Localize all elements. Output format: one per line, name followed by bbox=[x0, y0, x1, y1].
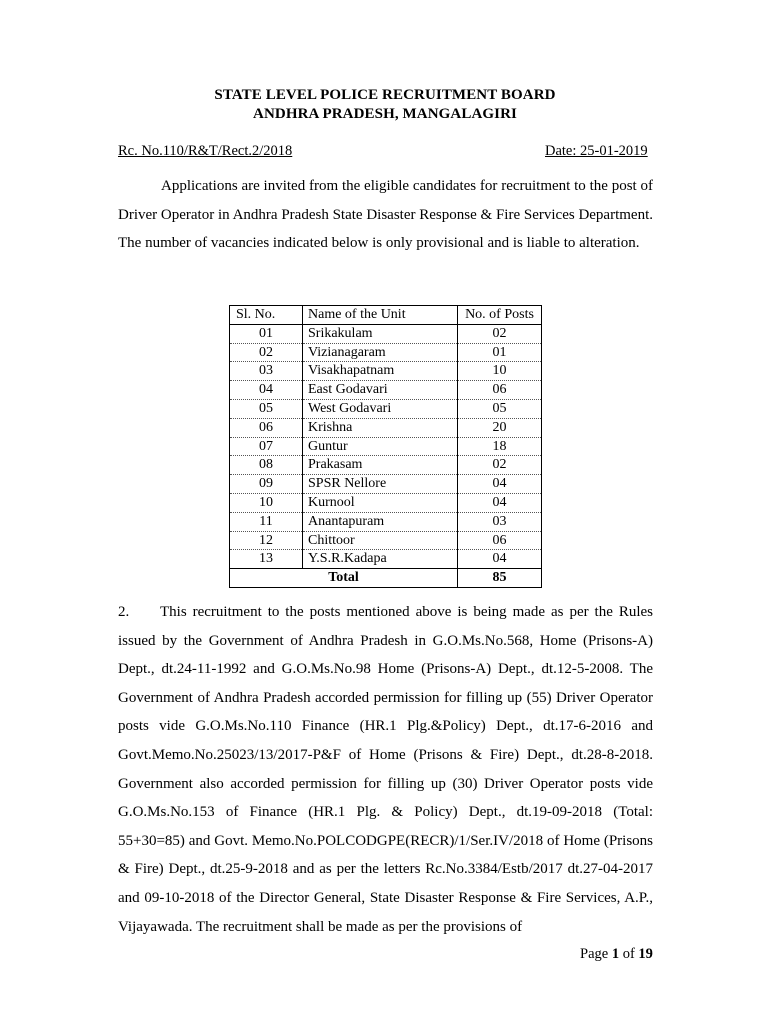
cell-sl-no: 05 bbox=[230, 399, 303, 418]
cell-posts: 04 bbox=[458, 493, 542, 512]
cell-posts: 06 bbox=[458, 531, 542, 550]
cell-posts: 18 bbox=[458, 437, 542, 456]
total-value: 85 bbox=[458, 569, 542, 588]
cell-posts: 10 bbox=[458, 362, 542, 381]
table-row bbox=[230, 418, 542, 437]
total-page-count: 19 bbox=[638, 946, 653, 962]
cell-posts: 01 bbox=[458, 343, 542, 362]
cell-sl-no: 06 bbox=[230, 418, 303, 437]
header-unit-name: Name of the Unit bbox=[303, 306, 458, 325]
board-title: STATE LEVEL POLICE RECRUITMENT BOARD bbox=[214, 87, 556, 103]
cell-posts: 04 bbox=[458, 475, 542, 494]
table-row bbox=[230, 324, 542, 343]
cell-unit-name: East Godavari bbox=[303, 381, 458, 400]
cell-unit-name: Vizianagaram bbox=[303, 343, 458, 362]
table-header-row bbox=[230, 306, 542, 325]
table-row bbox=[230, 399, 542, 418]
cell-sl-no: 02 bbox=[230, 343, 303, 362]
intro-paragraph: Applications are invited from the eligible candidates for recruitment to the post of Driver Operator in Andhra Pradesh State Disaster Response & Fire Services Department. The number of vacancies indicated below is only provisional and is liable to alteration. bbox=[118, 178, 653, 252]
cell-sl-no: 11 bbox=[230, 512, 303, 531]
table-row bbox=[230, 493, 542, 512]
cell-unit-name: SPSR Nellore bbox=[303, 475, 458, 494]
table-row bbox=[230, 531, 542, 550]
cell-sl-no: 04 bbox=[230, 381, 303, 400]
cell-sl-no: 07 bbox=[230, 437, 303, 456]
table-total-row bbox=[230, 569, 542, 588]
reference-date: Date: 25-01-2019 bbox=[545, 143, 648, 159]
cell-sl-no: 03 bbox=[230, 362, 303, 381]
cell-posts: 02 bbox=[458, 456, 542, 475]
page-indicator bbox=[580, 946, 653, 963]
cell-unit-name: Guntur bbox=[303, 437, 458, 456]
header-no-of-posts: No. of Posts bbox=[458, 306, 542, 325]
cell-unit-name: Srikakulam bbox=[303, 324, 458, 343]
cell-sl-no: 12 bbox=[230, 531, 303, 550]
cell-posts: 04 bbox=[458, 550, 542, 569]
board-location: ANDHRA PRADESH, MANGALAGIRI bbox=[253, 106, 517, 122]
page-word: Page bbox=[580, 946, 609, 962]
table-row bbox=[230, 550, 542, 569]
cell-unit-name: Anantapuram bbox=[303, 512, 458, 531]
cell-unit-name: Prakasam bbox=[303, 456, 458, 475]
cell-posts: 20 bbox=[458, 418, 542, 437]
cell-sl-no: 01 bbox=[230, 324, 303, 343]
current-page-number: 1 bbox=[611, 946, 620, 962]
cell-unit-name: West Godavari bbox=[303, 399, 458, 418]
cell-unit-name: Visakhapatnam bbox=[303, 362, 458, 381]
table-row bbox=[230, 475, 542, 494]
cell-sl-no: 10 bbox=[230, 493, 303, 512]
table-row bbox=[230, 362, 542, 381]
table-row bbox=[230, 381, 542, 400]
table-row bbox=[230, 456, 542, 475]
cell-posts: 05 bbox=[458, 399, 542, 418]
table-row bbox=[230, 343, 542, 362]
rules-paragraph-text: This recruitment to the posts mentioned above is being made as per the Rules issued by the Government of Andhra Pradesh in G.O.Ms.No.568, Home (Prisons-A) Dept., dt.24-11-1992 and G.O.Ms.No.98 Home (Prisons-A) Dept., dt.12-5-2008. The Government of Andhra Pradesh accorded permission for filling up (55) Driver Operator posts vide G.O.Ms.No.110 Finance (HR.1 Plg.&Policy) Dept., dt.17-6-2016 and Govt.Memo.No.25023/13/2017-P&F of Home (Prisons & Fire) Dept., dt.28-8-2018. Government also accorded permission for filling up (30) Driver Operator posts vide G.O.Ms.No.153 of Finance (HR.1 Plg. & Policy) Dept., dt.19-09-2018 (Total: 55+30=85) and Govt. Memo.No.POLCODGPE(RECR)/1/Ser.IV/2018 of Home (Prisons & Fire) Dept., dt.25-9-2018 and as per the letters Rc.No.3384/Estb/2017 dt.27-04-2017 and 09-10-2018 of the Director General, State Disaster Response & Fire Services, A.P., Vijayawada. The recruitment shall be made as per the provisions of bbox=[118, 604, 653, 935]
cell-posts: 06 bbox=[458, 381, 542, 400]
cell-posts: 03 bbox=[458, 512, 542, 531]
rules-paragraph bbox=[118, 598, 653, 941]
cell-unit-name: Chittoor bbox=[303, 531, 458, 550]
vacancy-table bbox=[229, 305, 542, 588]
of-word: of bbox=[622, 946, 635, 962]
table-row bbox=[230, 512, 542, 531]
cell-sl-no: 13 bbox=[230, 550, 303, 569]
reference-number: Rc. No.110/R&T/Rect.2/2018 bbox=[118, 143, 293, 159]
cell-unit-name: Krishna bbox=[303, 418, 458, 437]
paragraph-number: 2. bbox=[118, 604, 130, 620]
cell-sl-no: 09 bbox=[230, 475, 303, 494]
table-row bbox=[230, 437, 542, 456]
header-sl-no: Sl. No. bbox=[230, 306, 303, 325]
cell-posts: 02 bbox=[458, 324, 542, 343]
cell-unit-name: Kurnool bbox=[303, 493, 458, 512]
cell-unit-name: Y.S.R.Kadapa bbox=[303, 550, 458, 569]
cell-sl-no: 08 bbox=[230, 456, 303, 475]
total-label: Total bbox=[230, 569, 458, 588]
